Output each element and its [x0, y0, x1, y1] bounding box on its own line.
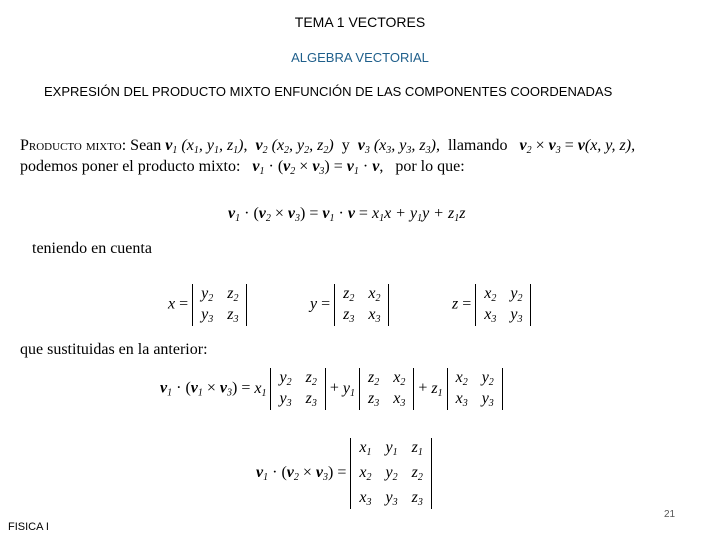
page-number: 21 [664, 509, 676, 520]
section-heading: EXPRESIÓN DEL PRODUCTO MIXTO ENFUNCIÓN DE LAS COMPONENTES COORDENADAS [44, 84, 613, 99]
page-title: TEMA 1 VECTORES [294, 14, 426, 30]
expanded-equation: $v_1 \cdot (v_1 \times v_3) = x_1$ $y_2$ $z_2$ $y_3$ $z_3$ + $y_1$ $z_2$ $x_2$ $z_3$ $x_3$ + $z_1$ $x_2$ $y_2$ $x_3$ $y_3$ [160, 368, 503, 410]
taking-into-account-text: teniendo en cuenta [32, 240, 152, 257]
definition-line-2: podemos poner el producto mixto: $v_1 \cdot (v_2 \times v_3) = v_1 \cdot v$, por lo que: [20, 158, 465, 177]
z-determinant: z = $x_2$ $y_2$ $x_3$ $y_3$ [452, 284, 531, 326]
therefore-text: por lo que: [395, 158, 465, 175]
footer-course: FISICA I [8, 521, 49, 533]
definition-label: Producto mixto: [20, 137, 127, 154]
mixed-product-text: podemos poner el producto mixto: [20, 158, 241, 175]
mixed-product-equation: $v_1 \cdot (v_2 \times v_3) = v_1 \cdot v = x_1x + y_1y + z_1z$ [228, 205, 466, 224]
called-text: llamando [447, 137, 508, 154]
final-determinant-equation: $v_1 \cdot (v_2 \times v_3)$ = $x_1$ $y_1$ $z_1$ $x_2$ $y_2$ $z_2$ $x_3$ $y_3$ $z_3$ [256, 438, 432, 509]
substituted-text: que sustituidas en la anterior: [20, 341, 208, 358]
definition-text: Sean [130, 137, 162, 154]
page-subtitle: ALGEBRA VECTORIAL [291, 50, 429, 65]
y-determinant: y = $z_2$ $x_2$ $z_3$ $x_3$ [310, 284, 389, 326]
x-determinant: x = $y_2$ $z_2$ $y_3$ $z_3$ [168, 284, 247, 326]
definition-line-1: Producto mixto: Sean $v_1$ ($x_1$, $y_1$, $z_1$), $v_2$ ($x_2$, $y_2$, $z_2$) y $v_3$ ($x_3$, $y_3$, $z_3$), llamando $v_2 \times v_3 = v(x$, y, z), [20, 137, 636, 156]
